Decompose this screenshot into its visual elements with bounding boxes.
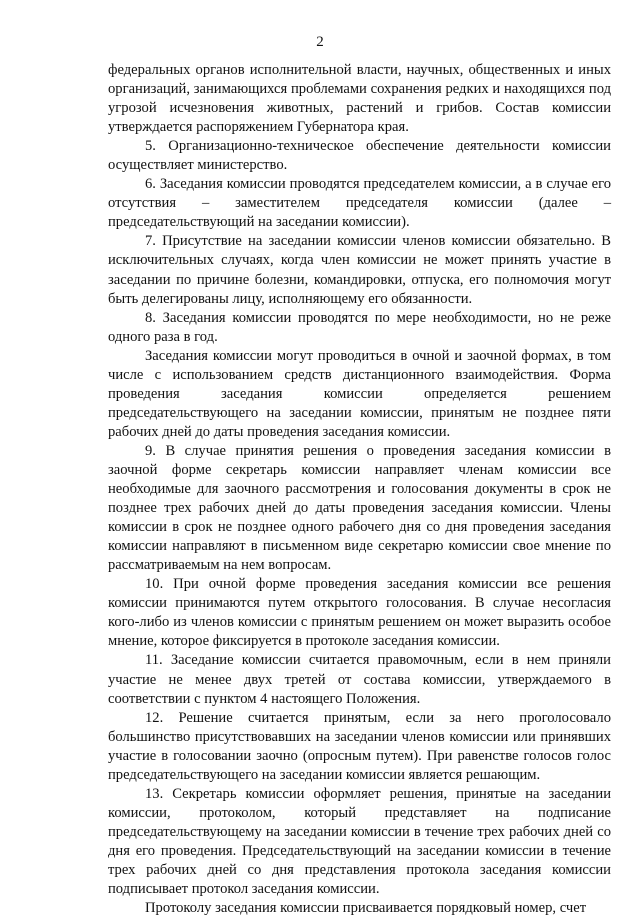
- paragraph: 7. Присутствие на заседании комиссии членов комиссии обязательно. В исключительных случаях, когда член комиссии не может принять участие в заседании по причине болезни, командировки, отпуска, его полномочия могут быть делегированы лицу, исполняющему его обязанности.: [108, 233, 611, 307]
- paragraph: 6. Заседания комиссии проводятся председателем комиссии, а в случае его отсутствия – заместителем председателя комиссии (далее – председательствующий на заседании комиссии).: [108, 176, 611, 231]
- page-number: 2: [316, 34, 324, 50]
- paragraph: 8. Заседания комиссии проводятся по мере необходимости, но не реже одного раза в год.: [108, 309, 611, 345]
- paragraph: Заседания комиссии могут проводиться в очной и заочной формах, в том числе с использованием средств дистанционного взаимодействия. Форма проведения заседания комиссии определяется решением председательствующего на заседании комиссии, принятым не позднее пяти рабочих дней до даты проведения заседания комиссии.: [108, 347, 611, 440]
- document-body: [108, 61, 611, 918]
- paragraph: 5. Организационно-техническое обеспечение деятельности комиссии осуществляет министерство.: [108, 138, 611, 174]
- paragraph: 11. Заседание комиссии считается правомочным, если в нем приняли участие не менее двух третей от состава комиссии, утверждаемого в соответствии с пунктом 4 настоящего Положения.: [108, 652, 611, 707]
- paragraph: 12. Решение считается принятым, если за него проголосовало большинство присутствовавших на заседании членов комиссии или принявших участие в голосовании заочно (опросным путем). При равенстве голосов голос председательствующего на заседании комиссии является решающим.: [108, 709, 611, 783]
- paragraph: Протоколу заседания комиссии присваивается порядковый номер, счет: [145, 900, 587, 917]
- paragraph: федеральных органов исполнительной власти, научных, общественных и иных организаций, занимающихся проблемами сохранения редких и находящихся под угрозой исчезновения животных, растений и грибов. Состав комиссии утверждается распоряжением Губернатора края.: [108, 62, 611, 136]
- paragraph: 10. При очной форме проведения заседания комиссии все решения комиссии принимаются путем открытого голосования. В случае несогласия кого-либо из членов комиссии с принятым решением он может выразить особое мнение, которое фиксируется в протоколе заседания комиссии.: [108, 576, 611, 650]
- paragraph: 13. Секретарь комиссии оформляет решения, принятые на заседании комиссии, протоколом, который представляет на подписание председательствующему на заседании комиссии в течение трех рабочих дней со дня его проведения. Председательствующий на заседании комиссии в течение трех рабочих дней со дня представления протокола заседания комиссии подписывает протокол заседания комиссии.: [108, 785, 611, 898]
- paragraph: 9. В случае принятия решения о проведения заседания комиссии в заочной форме секретарь комиссии направляет членам комиссии все необходимые для заочного рассмотрения и голосования документы в срок не позднее трех рабочих дней до даты проведения заседания комиссии. Члены комиссии в срок не позднее одного рабочего дня со дня проведения заседания комиссии направляют в письменном виде секретарю комиссии свое мнение по рассматриваемым на нем вопросам.: [108, 442, 611, 574]
